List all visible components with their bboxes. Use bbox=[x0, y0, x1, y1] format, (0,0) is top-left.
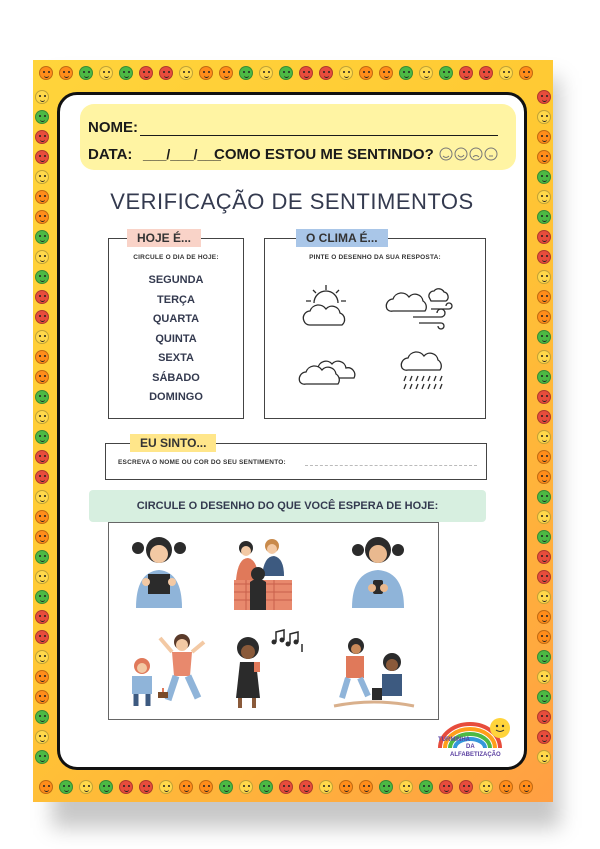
emoji-face-icon bbox=[537, 730, 551, 744]
day-option[interactable]: TERÇA bbox=[157, 293, 195, 306]
emoji-face-icon bbox=[35, 670, 49, 684]
emoji-face-icon bbox=[537, 310, 551, 324]
emoji-face-icon bbox=[537, 570, 551, 584]
emoji-face-icon bbox=[537, 350, 551, 364]
emoji-face-icon bbox=[219, 780, 233, 794]
cloudy-icon[interactable] bbox=[296, 354, 362, 390]
emoji-face-icon bbox=[537, 650, 551, 664]
emoji-face-icon bbox=[279, 780, 293, 794]
emoji-face-icon bbox=[35, 270, 49, 284]
sun-cloud-icon[interactable] bbox=[296, 283, 358, 331]
logo-line1: TURMINHA bbox=[438, 737, 470, 743]
emoji-face-icon bbox=[35, 470, 49, 484]
emoji-face-icon bbox=[199, 780, 213, 794]
emoji-face-icon bbox=[35, 510, 49, 524]
emoji-face-icon bbox=[99, 66, 113, 80]
rain-icon[interactable] bbox=[398, 350, 452, 394]
emoji-face-icon bbox=[119, 780, 133, 794]
emoji-face-icon bbox=[35, 370, 49, 384]
emoji-face-icon bbox=[159, 66, 173, 80]
emoji-face-icon bbox=[537, 670, 551, 684]
emoji-face-icon bbox=[499, 780, 513, 794]
emoji-face-icon bbox=[439, 780, 453, 794]
emoji-face-icon bbox=[239, 780, 253, 794]
emoji-face-icon bbox=[537, 510, 551, 524]
emoji-face-icon bbox=[35, 90, 49, 104]
emoji-face-icon bbox=[35, 130, 49, 144]
weather-instruction: PINTE O DESENHO DA SUA RESPOSTA: bbox=[309, 254, 441, 261]
feeling-question: COMO ESTOU ME SENTINDO? bbox=[214, 146, 434, 163]
emoji-face-icon bbox=[35, 650, 49, 664]
emoji-face-icon bbox=[537, 750, 551, 764]
emoji-face-icon bbox=[537, 190, 551, 204]
emoji-face-icon bbox=[537, 130, 551, 144]
emoji-face-icon bbox=[159, 780, 173, 794]
emoji-face-icon bbox=[59, 780, 73, 794]
emoji-face-icon bbox=[537, 470, 551, 484]
emoji-face-icon bbox=[537, 330, 551, 344]
emoji-face-icon bbox=[35, 410, 49, 424]
emoji-face-icon bbox=[259, 780, 273, 794]
emoji-face-icon bbox=[35, 750, 49, 764]
emoji-face-icon bbox=[537, 550, 551, 564]
emoji-face-icon bbox=[379, 66, 393, 80]
kids-at-table-picture[interactable] bbox=[232, 536, 296, 614]
emoji-face-icon bbox=[219, 66, 233, 80]
emoji-face-icon bbox=[35, 490, 49, 504]
emoji-face-icon bbox=[35, 550, 49, 564]
emoji-face-icon bbox=[319, 780, 333, 794]
emoji-face-icon bbox=[35, 730, 49, 744]
emoji-face-icon bbox=[35, 350, 49, 364]
emoji-face-icon bbox=[35, 430, 49, 444]
girl-with-music-picture[interactable] bbox=[228, 628, 312, 710]
emoji-face-icon bbox=[39, 66, 53, 80]
emoji-face-icon bbox=[35, 590, 49, 604]
emoji-face-icon bbox=[379, 780, 393, 794]
emoji-face-icon bbox=[35, 690, 49, 704]
hope-heading: CIRCULE O DESENHO DO QUE VOCÊ ESPERA DE HOJE: bbox=[89, 490, 486, 522]
emoji-face-icon bbox=[35, 170, 49, 184]
emoji-face-icon bbox=[537, 150, 551, 164]
emoji-face-icon bbox=[35, 330, 49, 344]
emoji-border-top bbox=[39, 66, 533, 80]
emoji-face-icon bbox=[479, 780, 493, 794]
emoji-face-icon bbox=[59, 66, 73, 80]
emoji-face-icon bbox=[537, 410, 551, 424]
emoji-face-icon bbox=[39, 780, 53, 794]
day-list bbox=[108, 271, 244, 408]
emoji-face-icon bbox=[35, 610, 49, 624]
emoji-face-icon bbox=[399, 780, 413, 794]
emoji-face-icon bbox=[259, 66, 273, 80]
feeling-instruction: ESCREVA O NOME OU COR DO SEU SENTIMENTO: bbox=[118, 459, 286, 466]
emoji-face-icon bbox=[35, 530, 49, 544]
emoji-face-icon bbox=[537, 710, 551, 724]
today-tab: HOJE É... bbox=[127, 229, 201, 247]
emoji-face-icon bbox=[537, 250, 551, 264]
name-field[interactable] bbox=[140, 135, 498, 136]
emoji-face-icon bbox=[35, 210, 49, 224]
emoji-face-icon bbox=[35, 110, 49, 124]
emoji-face-icon bbox=[35, 310, 49, 324]
emoji-face-icon bbox=[179, 66, 193, 80]
emoji-face-icon bbox=[35, 390, 49, 404]
emoji-face-icon bbox=[399, 66, 413, 80]
day-option[interactable]: DOMINGO bbox=[149, 391, 203, 403]
day-option[interactable]: QUARTA bbox=[152, 313, 200, 325]
emoji-face-icon bbox=[35, 150, 49, 164]
emoji-face-icon bbox=[537, 690, 551, 704]
emoji-face-icon bbox=[537, 270, 551, 284]
emoji-face-icon bbox=[359, 66, 373, 80]
emoji-face-icon bbox=[419, 66, 433, 80]
emoji-face-icon bbox=[99, 780, 113, 794]
emoji-face-icon bbox=[537, 210, 551, 224]
emoji-face-icon bbox=[519, 66, 533, 80]
emoji-face-icon bbox=[537, 450, 551, 464]
emoji-face-icon bbox=[239, 66, 253, 80]
emoji-face-icon bbox=[499, 66, 513, 80]
emoji-face-icon bbox=[459, 780, 473, 794]
emoji-face-icon bbox=[359, 780, 373, 794]
emoji-face-icon bbox=[279, 66, 293, 80]
emoji-border-left bbox=[35, 90, 49, 764]
emoji-face-icon bbox=[459, 66, 473, 80]
emoji-face-icon bbox=[79, 780, 93, 794]
emoji-faces-icon bbox=[438, 146, 500, 162]
emoji-face-icon bbox=[479, 66, 493, 80]
cloud-wind-icon[interactable] bbox=[383, 283, 455, 331]
day-option[interactable]: SÁBADO bbox=[152, 371, 200, 384]
today-instruction: CIRCULE O DIA DE HOJE: bbox=[133, 254, 219, 261]
emoji-border-bottom bbox=[39, 780, 533, 794]
emoji-face-icon bbox=[35, 570, 49, 584]
emoji-face-icon bbox=[519, 780, 533, 794]
emoji-face-icon bbox=[537, 610, 551, 624]
emoji-face-icon bbox=[537, 590, 551, 604]
kids-planting-picture[interactable] bbox=[330, 634, 416, 710]
name-label: NOME: bbox=[88, 119, 138, 136]
emoji-face-icon bbox=[299, 780, 313, 794]
logo-line2: DA bbox=[466, 744, 475, 750]
emoji-face-icon bbox=[537, 370, 551, 384]
girl-with-phone-picture[interactable] bbox=[348, 532, 408, 608]
kids-celebrating-picture[interactable] bbox=[124, 632, 208, 708]
emoji-face-icon bbox=[537, 530, 551, 544]
day-option[interactable]: SEGUNDA bbox=[148, 274, 204, 286]
feeling-input[interactable] bbox=[305, 465, 477, 466]
emoji-face-icon bbox=[537, 430, 551, 444]
emoji-face-icon bbox=[79, 66, 93, 80]
day-option[interactable]: QUINTA bbox=[155, 332, 197, 345]
emoji-face-icon bbox=[35, 230, 49, 244]
feeling-tab: EU SINTO... bbox=[130, 434, 216, 452]
emoji-face-icon bbox=[199, 66, 213, 80]
emoji-face-icon bbox=[299, 66, 313, 80]
emoji-face-icon bbox=[35, 290, 49, 304]
emoji-face-icon bbox=[419, 780, 433, 794]
emoji-face-icon bbox=[139, 66, 153, 80]
emoji-face-icon bbox=[319, 66, 333, 80]
emoji-border-right bbox=[537, 90, 551, 764]
emoji-face-icon bbox=[139, 780, 153, 794]
emoji-face-icon bbox=[537, 490, 551, 504]
girl-reading-picture[interactable] bbox=[128, 532, 190, 608]
weather-tab: O CLIMA É... bbox=[296, 229, 388, 247]
page-title: VERIFICAÇÃO DE SENTIMENTOS bbox=[110, 189, 474, 214]
emoji-face-icon bbox=[339, 780, 353, 794]
emoji-face-icon bbox=[35, 630, 49, 644]
date-label: DATA: bbox=[88, 146, 133, 163]
emoji-face-icon bbox=[119, 66, 133, 80]
emoji-face-icon bbox=[339, 66, 353, 80]
emoji-face-icon bbox=[179, 780, 193, 794]
emoji-face-icon bbox=[537, 170, 551, 184]
emoji-face-icon bbox=[35, 710, 49, 724]
emoji-face-icon bbox=[537, 390, 551, 404]
logo-line3: ALFABETIZAÇÃO bbox=[450, 752, 501, 758]
emoji-face-icon bbox=[439, 66, 453, 80]
emoji-face-icon bbox=[537, 630, 551, 644]
emoji-face-icon bbox=[537, 110, 551, 124]
day-option[interactable]: SEXTA bbox=[158, 352, 194, 364]
date-field[interactable]: ___/___/___ bbox=[143, 146, 221, 162]
emoji-face-icon bbox=[537, 90, 551, 104]
emoji-face-icon bbox=[35, 450, 49, 464]
emoji-face-icon bbox=[35, 250, 49, 264]
emoji-face-icon bbox=[35, 190, 49, 204]
emoji-face-icon bbox=[537, 230, 551, 244]
emoji-face-icon bbox=[537, 290, 551, 304]
